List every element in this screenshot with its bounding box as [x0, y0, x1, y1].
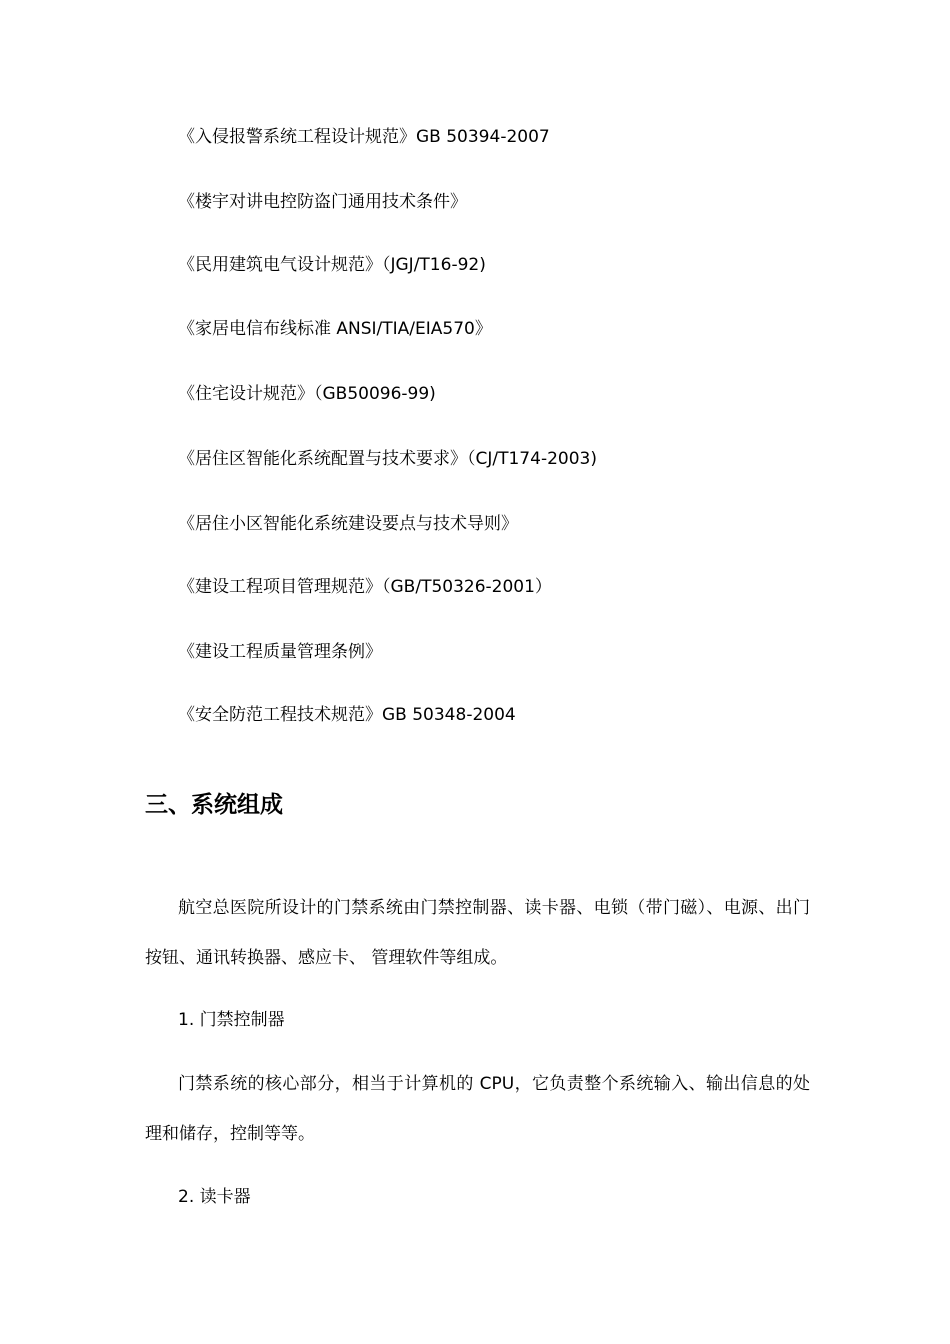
section-heading: 三、系统组成 — [145, 792, 283, 818]
standard-item-8: 《建设工程项目管理规范》（GB/T50326-2001） — [178, 577, 552, 597]
standard-item-10: 《安全防范工程技术规范》GB 50348-2004 — [178, 705, 516, 725]
standard-item-4: 《家居电信布线标准 ANSI/TIA/EIA570》 — [178, 319, 492, 339]
standard-item-5: 《住宅设计规范》（GB50096-99) — [178, 384, 436, 404]
item1-title: 1. 门禁控制器 — [178, 1010, 285, 1030]
item1-body: 门禁系统的核心部分，相当于计算机的 CPU，它负责整个系统输入、输出信息的处理和储存，控制等等。 — [145, 1074, 810, 1144]
standard-item-2: 《楼宇对讲电控防盗门通用技术条件》 — [178, 192, 467, 212]
standard-item-7: 《居住小区智能化系统建设要点与技术导则》 — [178, 514, 518, 534]
item2-title: 2. 读卡器 — [178, 1187, 251, 1207]
standard-item-9: 《建设工程质量管理条例》 — [178, 642, 382, 662]
standard-item-6: 《居住区智能化系统配置与技术要求》（CJ/T174-2003) — [178, 449, 597, 469]
standard-item-1: 《入侵报警系统工程设计规范》GB 50394-2007 — [178, 127, 550, 147]
intro-paragraph: 航空总医院所设计的门禁系统由门禁控制器、读卡器、电锁（带门磁）、电源、出门按钮、通讯转换器、感应卡、 管理软件等组成。 — [145, 898, 810, 968]
standard-item-3: 《民用建筑电气设计规范》（JGJ/T16-92) — [178, 255, 486, 275]
